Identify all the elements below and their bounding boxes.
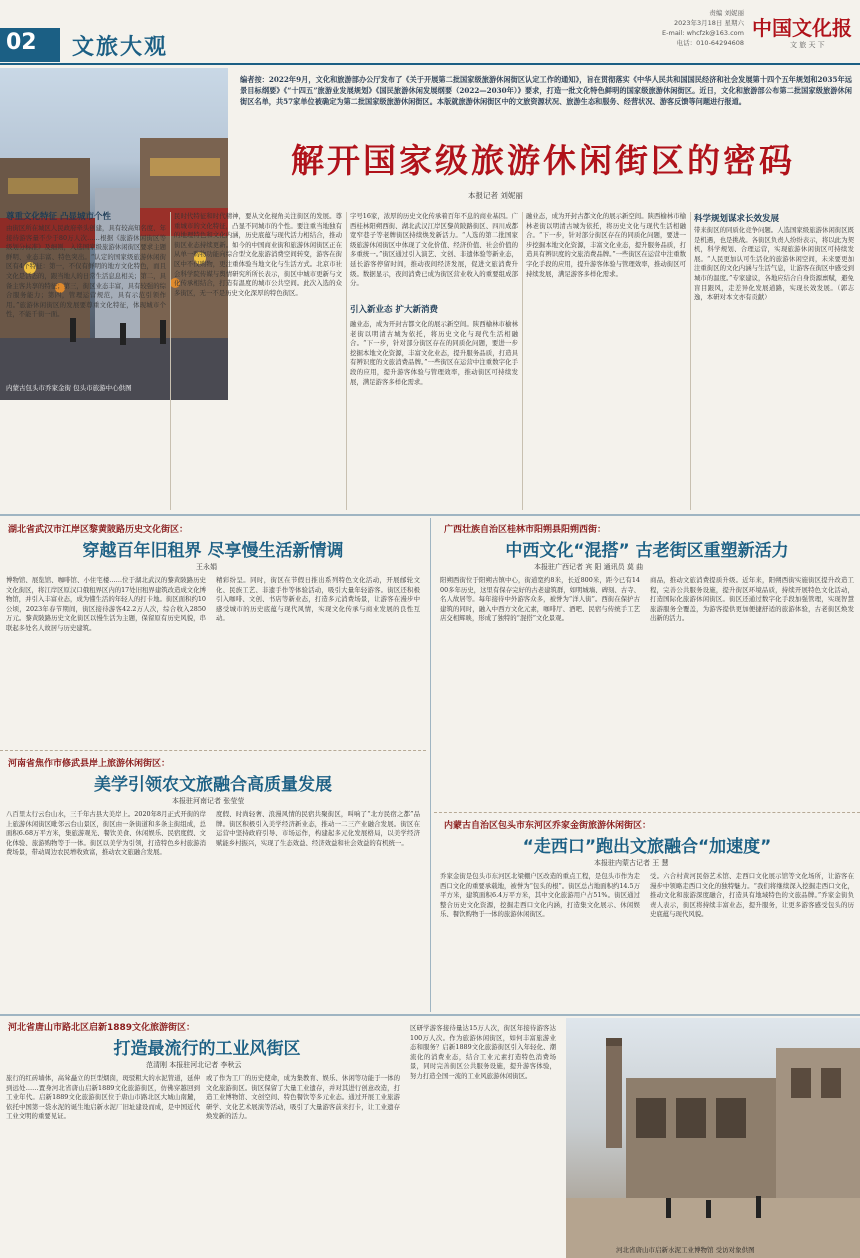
article-byline: 范清刚 本报驻河北记者 李秋云 (146, 1061, 242, 1069)
article-yangshuo (434, 520, 860, 810)
article-kicker: 广西壮族自治区桂林市阳朔县阳朔西街： (444, 525, 607, 535)
article-headline: 打造最流行的工业风街区 (113, 1039, 301, 1059)
photo-cement-factory (566, 1018, 860, 1258)
lead-col-4-text: 融业态，成为开封古都文化的展示新空间。陕西榆林市榆林老街以明清古城为依托，将历史文化与现代生活相融合。“下一步，针对部分街区存在的同质化问题，要进一步挖掘本地文化资源，丰富文化业态，提升服务品质，打造具有辨识度的文旅消费品牌。”一些街区在运营中注重数字化手段的应用，提升游客体验与管理效率，推动街区可持续发展，满足游客多样化需求。 (526, 212, 686, 278)
photo-top-caption: 内蒙古包头市乔家金街 包头市旅游中心供图 (6, 384, 132, 392)
article-col: 八百里太行云台山水，三千年古县大美岸上。2020年8月正式开街的岸上旅游休闲街区毗邻云台山景区，街区由一条街道和多条主街组成，总面积6.68万平方米，集旅游观光、餐饮美食、休闲娱乐、民宿度假、文化体验、旅游购物等于一体。街区以美学为引领，打造特色乡村旅游消费场景，带动周边农民增收致富，推动农文旅融合发展。 (6, 810, 206, 857)
factory-illustration (566, 1018, 860, 1258)
article-byline: 王永娟 (196, 563, 217, 571)
article-headline: 中西文化“混搭” 古老街区重塑新活力 (505, 541, 789, 561)
divider (690, 212, 691, 510)
article-col: 乔家金街是包头市东河区北梁棚户区改造的重点工程，是包头市作为走西口文化的重要承载地，被誉为“包头的根”。街区总占地面积约14.5万平方米，建筑面积6.4万平方米，其中文化旅游用户占51%。街区通过整合历史文化资源，挖掘走西口文化内涵，打造集文化展示、休闲娱乐、餐饮购物于一体的旅游休闲街区。 (440, 872, 640, 919)
divider (170, 212, 171, 510)
lead-col-1-text: 由街区所在城区人民政府牵头创建，具有较高知名度、年接待游客量不少于80万人次……根据《旅游休闲街区等级划分标准》及细则，入选国家级旅游休闲街区要求主题鲜明、业态丰富、特色突出。“认定的国家级旅游休闲街区有4个特征：第一，不仅有鲜明的地方文化特色，而且文化是活态的，跟当地人的日常生活息息相关；第二，具备主客共享的特征；第三，街区业态丰富，具有较强的综合服务能力；第四，管理运营规范，具有示范引领作用。”旅游休闲街区的发展要尊重文化特征，体现城市个性，不能千街一面。 (6, 224, 166, 319)
lead-heading-2: 引入新业态 扩大新消费 (350, 305, 438, 315)
article-wuhan (0, 520, 426, 746)
editor: 责编 刘妮丽 (709, 9, 744, 17)
article-anshang (0, 754, 426, 1010)
article-col: 或了作为工厂的历史使命，成为集教育、娱乐、休闲等功能于一体的文化旅游街区。街区保留了大量工业遗存，并对其进行创意改造，打造工业博物馆、文创空间、特色餐饮等多元业态。通过开展工业旅游研学、文化艺术展演等活动，吸引了大量游客前来打卡，让工业遗存焕发新的活力。 (206, 1074, 400, 1121)
article-col: 受。六合村黄河民俗艺术馆、走西口文化展示馆等文化场所，让游客在漫步中领略走西口文化的独特魅力。“我们将继续深入挖掘走西口文化，推动文化和旅游深度融合，打造具有地域特色的文旅品牌。”乔家金街负责人表示，街区将持续丰富业态，提升服务，让更多游客感受包头的历史底蕴与现代风貌。 (650, 872, 854, 919)
masthead-rule (0, 63, 860, 65)
article-byline: 本报驻广西记者 宾 阳 通讯员 莫 曲 (534, 563, 644, 571)
article-headline: “走西口”跑出文旅融合“加速度” (522, 837, 772, 857)
divider (522, 212, 523, 510)
article-col: 阳朔西街位于阳朔古镇中心，街道宽约8米，长近800米，距今已有1400多年历史，这里有保存完好的古老建筑群，如明城墙、碑刻、古寺、名人故居等。每年接待中外游客众多，被誉为“洋人街”。西街在保护古建筑的同时，融入中西方文化元素，咖啡厅、酒吧、民宿与传统手工艺店交相辉映，形成了独特的“混搭”文化景观。 (440, 576, 640, 623)
lead-col-2-text: 民时代特征和时代精神，要从文化视角关注街区的发展。尊重城市的文化特征，凸显不同城市的个性。要注重当地独有的地理特色和文化内涵，历史底蕴与现代活力相结合，推动街区业态持续更新。如今的中国商业街和旅游休闲街区正在从单一购物功能向综合型文化旅游消费空间转变，游客在街区中不仅购物，更注重体验当地文化与生活方式。北京市社会科学院传媒与舆情研究所所长表示，街区中城市更新与文化传承相结合，打造有温度的城市公共空间。此次入选的众多街区，无一不是历史文化深厚的特色街区。 (174, 212, 342, 297)
article-qixin (0, 1018, 560, 1258)
editor-note: 编者按：2022年9月，文化和旅游部办公厅发布了《关于开展第二批国家级旅游休闲街区认定工作的通知》，旨在贯彻落实《中华人民共和国国民经济和社会发展第十四个五年规划和2035年远景目标纲要》《“十四五”旅游业发展规划》《国民旅游休闲发展纲要（2022—2030年）》要求，打造一批文化特色鲜明的国家级旅游休闲街区。近日，文化和旅游部公布第二批国家级旅游休闲街区名单，共57家单位被确定为第二批国家级旅游休闲街区。本版就旅游休闲街区中的文旅资源状况、旅游生态和服务、经营状况、游客反馈等问题进行报道。 (240, 75, 852, 106)
article-kicker: 河北省唐山市路北区启新1889文化旅游街区： (8, 1023, 196, 1033)
lead-heading-1: 尊重文化特征 凸显城市个性 (6, 212, 111, 222)
lead-headline: 解开国家级旅游休闲街区的密码 (291, 141, 795, 180)
article-kicker: 内蒙古自治区包头市东河区乔家金街旅游休闲街区： (444, 821, 652, 831)
date: 2023年3月18日 星期六 (673, 19, 744, 27)
article-col: 商品，推动文旅消费提质升级。近年来，阳朔西街实施街区提升改造工程，完善公共服务设施，提升街区环境品质，持续开展特色文化活动，打造国际化旅游休闲街区。街区还通过数字化手段加强管理，实现智慧旅游服务全覆盖，为游客提供更加便捷舒适的旅游体验，古老街区焕发出新的活力。 (650, 576, 854, 623)
section-rule (434, 812, 860, 813)
article-kicker: 河南省焦作市修武县岸上旅游休闲街区： (8, 759, 171, 769)
page-number: 02 (6, 30, 37, 55)
lead-byline: 本报记者 刘妮丽 (468, 191, 523, 200)
lead-heading-3: 科学规划谋求长效发展 (694, 214, 780, 224)
lead-col-5 (694, 212, 854, 508)
lead-col-3-text-a: 字号16家，浓厚的历史文化传承着百年不息的商业基因。广西桂林阳朔西街、湖北武汉江岸区黎黄陂路街区、四川成都宽窄巷子等老牌街区持续焕发新活力。“人选的第二批国家级旅游休闲街区中体现了文化价值、经济价值、社会价值的多重统一。”街区通过引入演艺、文创、非遗体验等新业态，延长游客停留时间，推动夜间经济发展，促进文旅消费升级。数据显示，夜间消费已成为街区营业收入的重要组成部分。 (350, 212, 518, 288)
paper-sub: 文 旅 天 下 (790, 41, 825, 49)
divider (430, 518, 431, 1012)
photo-bottom-caption: 河北省唐山市启新水泥工业博物馆 受访对象供图 (616, 1246, 755, 1254)
lead-col-3-text-b: 融业态，成为开封古都文化的展示新空间。陕西榆林市榆林老街以明清古城为依托，将历史文化与现代生活相融合。“下一步，针对部分街区存在的同质化问题，要进一步挖掘本地文化资源，丰富文化业态，提升服务品质，打造具有辨识度的文旅消费品牌。”一些街区在运营中注重数字化手段的应用，提升游客体验与管理效率，推动街区可持续发展，满足游客多样化需求。 (350, 320, 518, 386)
phone: 电话：010-64294608 (676, 39, 744, 47)
article-byline: 本报驻内蒙古记者 王 慧 (594, 859, 669, 867)
section-rule (0, 1014, 860, 1016)
article-qiaojia (434, 816, 860, 1012)
article-byline: 本报驻河南记者 张莹莹 (172, 797, 245, 805)
article-headline: 穿越百年旧租界 尽享慢生活新情调 (82, 541, 344, 561)
lead-col-5-text: 带来街区的同质化竞争问题。人选国家级旅游休闲街区既是机遇，也是挑战。各街区负责人纷纷表示，将以此为契机，科学规划、合理运营，实现旅游休闲街区可持续发展。“人民更加认可生活化的旅游休闲空间，未来要更加注重街区的文化内涵与生活气息，让游客在街区中感受到城市的温度。”专家建议，各地应结合自身资源禀赋，避免盲目跟风，走差异化发展道路，实现长效发展。（郭志逸，本研对本文亦有贡献） (694, 226, 854, 302)
divider (346, 212, 347, 510)
section-title: 文旅大观 (72, 34, 169, 60)
article-headline: 美学引领农文旅融合高质量发展 (94, 775, 332, 795)
paper-logo: 中国文化报 (752, 16, 852, 40)
section-rule (0, 750, 426, 751)
email: E-mail: whcfzk@163.com (662, 29, 744, 37)
masthead (0, 0, 860, 66)
section-rule (0, 514, 860, 516)
lead-col-3 (350, 212, 518, 508)
lead-col-1 (6, 210, 166, 510)
article-col: 博物馆、展览馆、咖啡馆、小住宅楼……位于湖北武汉的黎黄陂路历史文化街区，将江岸区原汉口俄租界区内的17处旧租界建筑改造成文化博物馆，并引入丰富业态，成为懂生活的年轻人的打卡地。街区面积约10公顷，2023年春节期间，街区接待游客42.2万人次，综合收入2850万元。黎黄陂路历史文化街区以慢生活为主题，保留原有历史风貌，串联起多处名人故居与历史建筑。 (6, 576, 206, 632)
article-col: 度假、时尚轻奢、浪漫风情的民宿共聚街区，叫响了“北方民宿之都”品牌。街区积极引入美学经济新业态，推动一二三产业融合发展。街区在运营中坚持政府引导、市场运作，构建起多元化发展格局，以美学经济赋能乡村振兴，实现了生态效益、经济效益和社会效益的有机统一。 (216, 810, 420, 847)
article-col: 区研学游客接待量达15万人次，街区年接待游客达100万人次。作为旅游休闲街区，如何丰富旅游业态和服务？启新1889文化旅游街区引入年轻化、潮流化的消费业态，结合工业元素打造特色消费场景，同时完善街区公共服务设施，提升游客体验，努力打造全国一流的工业风旅游休闲街区。 (410, 1024, 556, 1080)
article-kicker: 湖北省武汉市江岸区黎黄陂路历史文化街区： (8, 525, 189, 535)
article-col: 旅行的红砖墙体，高耸矗立的巨型烟囱，斑驳粗大的水泥管道，延伸到远处……置身河北省唐山启新1889文化旅游街区，仿佛穿越回到工业年代。启新1889文化旅游街区位于唐山市路北区大城山南麓，依托中国第一袋水泥的诞生地启新水泥厂旧址建设而成，是中国近代工业文明的重要见证。 (6, 1074, 200, 1121)
article-col: 精彩纷呈。同时，街区在节假日推出系列特色文化活动，开展邮轮文化、民族工艺、非遗手作等体验活动，吸引大量年轻游客。街区还积极引入咖啡、文创、书店等新业态，打造多元消费场景，让游客在漫步中感受城市的历史底蕴与现代风情，实现文化传承与商业发展的良性互动。 (216, 576, 420, 623)
masthead-info (634, 8, 744, 48)
